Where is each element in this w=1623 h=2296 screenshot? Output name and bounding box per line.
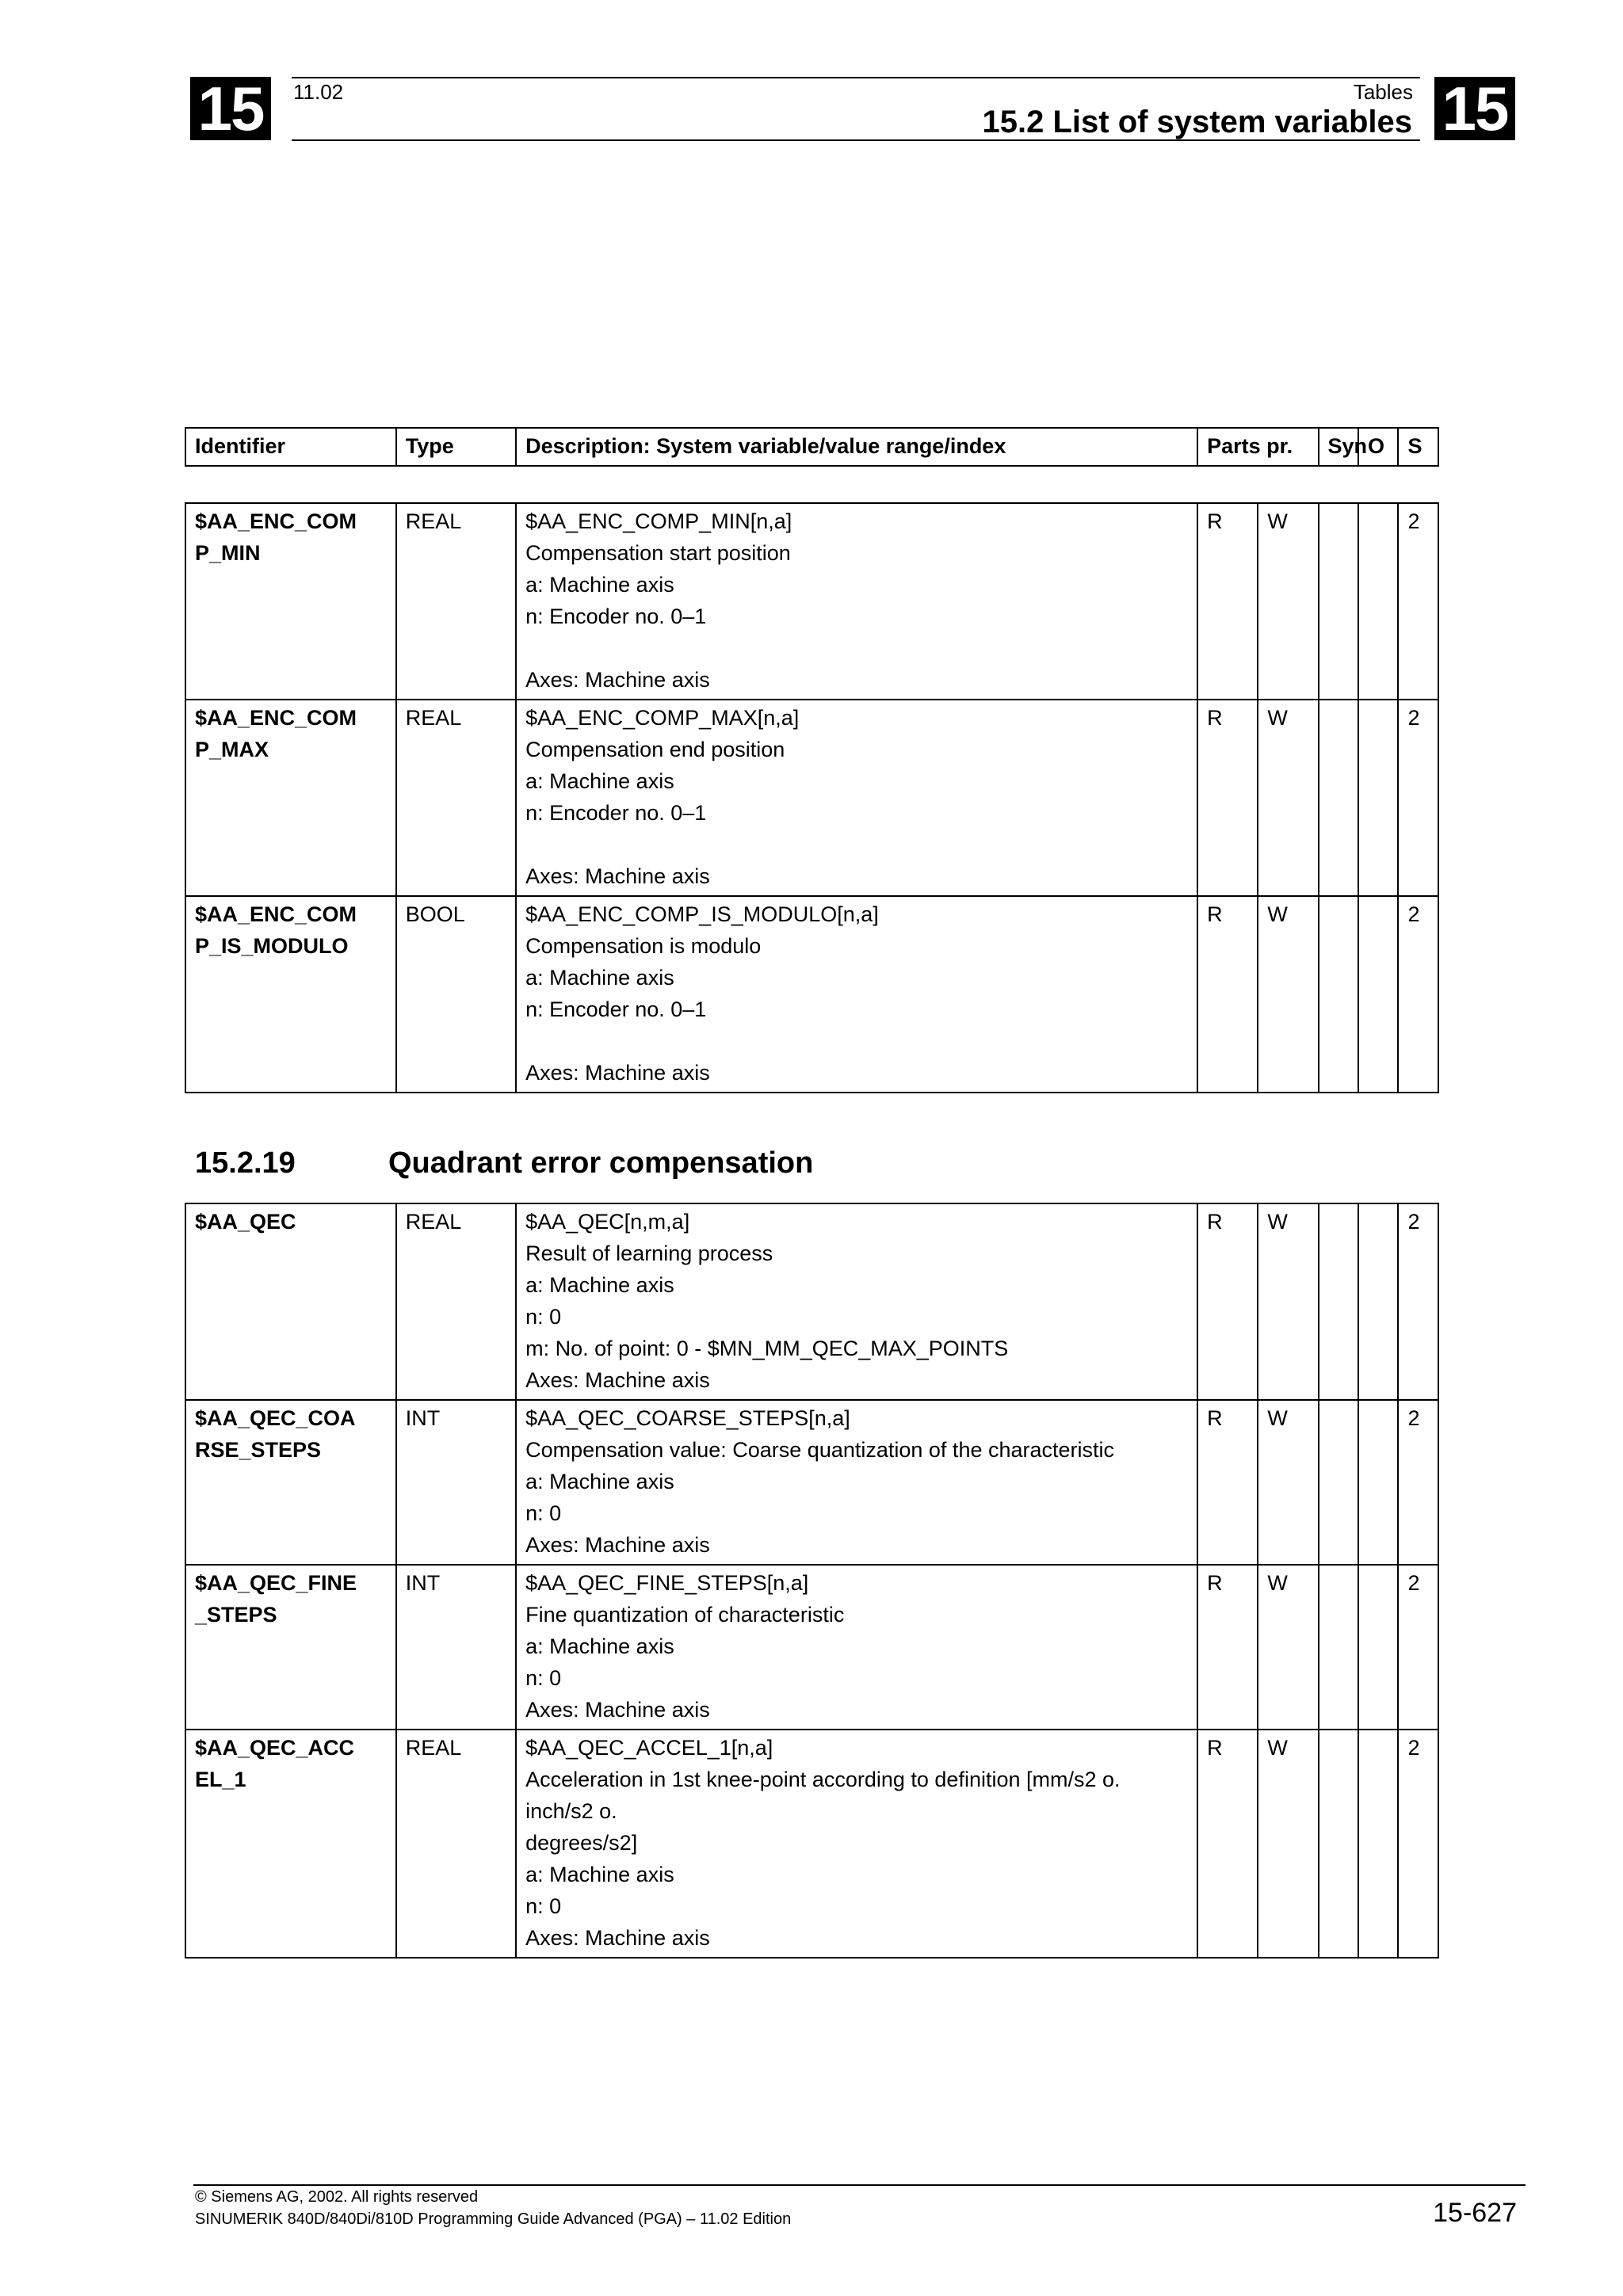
- table-row: [185, 700, 1438, 896]
- identifier-part: $AA_ENC_COM: [195, 706, 357, 730]
- col-s: S: [1398, 428, 1438, 466]
- identifier-cell: [185, 896, 396, 1093]
- col-description: Description: System variable/value range/index: [516, 428, 1197, 466]
- table-row: [185, 1565, 1438, 1730]
- write-cell: W: [1258, 1565, 1318, 1730]
- col-parts-pr: Parts pr.: [1197, 428, 1318, 466]
- column-header-row: [185, 428, 1438, 466]
- description-cell: [516, 1400, 1197, 1565]
- description-line: Axes: Machine axis: [525, 668, 710, 692]
- s-cell: 2: [1398, 503, 1438, 700]
- read-cell: R: [1197, 1730, 1258, 1958]
- description-line: Compensation is modulo: [525, 934, 762, 958]
- description-cell: [516, 1730, 1197, 1958]
- syn-cell: [1319, 1730, 1358, 1958]
- o-cell: [1358, 896, 1398, 1093]
- description-line: inch/s2 o.: [525, 1799, 617, 1823]
- page-number: 15-627: [1433, 2198, 1517, 2228]
- description-line: n: 0: [525, 1305, 562, 1329]
- identifier-cell: [185, 1730, 396, 1958]
- footer-copyright: © Siemens AG, 2002. All rights reserved: [195, 2188, 479, 2206]
- s-cell: 2: [1398, 1400, 1438, 1565]
- type-cell: REAL: [396, 1730, 516, 1958]
- description-line: Axes: Machine axis: [525, 1061, 710, 1085]
- read-cell: R: [1197, 1400, 1258, 1565]
- quadrant-error-table: [185, 1203, 1439, 1958]
- s-cell: 2: [1398, 896, 1438, 1093]
- type-cell: INT: [396, 1565, 516, 1730]
- type-cell: BOOL: [396, 896, 516, 1093]
- identifier-part: $AA_QEC_FINE: [195, 1571, 357, 1595]
- syn-cell: [1319, 1565, 1358, 1730]
- o-cell: [1358, 1400, 1398, 1565]
- write-cell: W: [1258, 1203, 1318, 1400]
- identifier-cell: [185, 700, 396, 896]
- col-identifier: Identifier: [185, 428, 396, 466]
- table-row: [185, 503, 1438, 700]
- description-line: a: Machine axis: [525, 1863, 674, 1886]
- identifier-cell: [185, 1203, 396, 1400]
- identifier-part: P_MAX: [195, 738, 269, 761]
- description-line: a: Machine axis: [525, 1273, 674, 1297]
- footer-rule: [193, 2184, 1526, 2186]
- identifier-part: _STEPS: [195, 1603, 277, 1627]
- identifier-part: $AA_ENC_COM: [195, 509, 357, 533]
- description-cell: [516, 1565, 1197, 1730]
- chapter-badge-left: 15: [190, 77, 271, 140]
- syn-cell: [1319, 896, 1358, 1093]
- write-cell: W: [1258, 896, 1318, 1093]
- write-cell: W: [1258, 503, 1318, 700]
- read-cell: R: [1197, 1565, 1258, 1730]
- description-line: Axes: Machine axis: [525, 1533, 710, 1557]
- identifier-part: $AA_QEC_ACC: [195, 1736, 355, 1760]
- read-cell: R: [1197, 503, 1258, 700]
- write-cell: W: [1258, 1400, 1318, 1565]
- read-cell: R: [1197, 1203, 1258, 1400]
- description-line: a: Machine axis: [525, 1634, 674, 1658]
- description-cell: [516, 503, 1197, 700]
- description-cell: [516, 896, 1197, 1093]
- description-line: n: 0: [525, 1501, 562, 1525]
- s-cell: 2: [1398, 1203, 1438, 1400]
- s-cell: 2: [1398, 1565, 1438, 1730]
- description-line: a: Machine axis: [525, 966, 674, 990]
- description-cell: [516, 1203, 1197, 1400]
- description-line: Result of learning process: [525, 1241, 773, 1265]
- description-line: Axes: Machine axis: [525, 864, 710, 888]
- description-line: m: No. of point: 0 - $MN_MM_QEC_MAX_POINTS: [525, 1337, 1009, 1360]
- description-line: Compensation start position: [525, 541, 791, 565]
- write-cell: W: [1258, 700, 1318, 896]
- s-cell: 2: [1398, 700, 1438, 896]
- description-line: a: Machine axis: [525, 769, 674, 793]
- col-o: O: [1358, 428, 1398, 466]
- identifier-cell: [185, 503, 396, 700]
- column-header-table: [185, 427, 1439, 467]
- description-line: n: 0: [525, 1666, 562, 1690]
- syn-cell: [1319, 503, 1358, 700]
- encoder-compensation-table: [185, 502, 1439, 1093]
- description-line: $AA_QEC_FINE_STEPS[n,a]: [525, 1571, 809, 1595]
- o-cell: [1358, 503, 1398, 700]
- header-rule-top: [292, 77, 1420, 78]
- description-line: $AA_ENC_COMP_MIN[n,a]: [525, 509, 792, 533]
- description-line: degrees/s2]: [525, 1831, 638, 1855]
- description-line: Axes: Machine axis: [525, 1698, 710, 1722]
- description-line: n: 0: [525, 1894, 562, 1918]
- description-line: Acceleration in 1st knee-point according to definition [mm/s2 o.: [525, 1768, 1121, 1791]
- identifier-part: $AA_QEC_COA: [195, 1406, 356, 1430]
- description-line: $AA_QEC_ACCEL_1[n,a]: [525, 1736, 773, 1760]
- type-cell: REAL: [396, 700, 516, 896]
- description-line: Axes: Machine axis: [525, 1926, 710, 1950]
- o-cell: [1358, 1730, 1398, 1958]
- table-row: [185, 1400, 1438, 1565]
- read-cell: R: [1197, 896, 1258, 1093]
- header-date: 11.02: [293, 80, 344, 104]
- section-title: Quadrant error compensation: [388, 1146, 814, 1180]
- identifier-cell: [185, 1565, 396, 1730]
- table-row: [185, 896, 1438, 1093]
- description-line: n: Encoder no. 0–1: [525, 605, 707, 628]
- description-line: a: Machine axis: [525, 573, 674, 597]
- description-line: n: Encoder no. 0–1: [525, 801, 707, 825]
- description-line: n: Encoder no. 0–1: [525, 997, 707, 1021]
- blank-line: [525, 1025, 1189, 1057]
- identifier-cell: [185, 1400, 396, 1565]
- col-syn: Syn: [1319, 428, 1358, 466]
- table-row: [185, 1730, 1438, 1958]
- identifier-part: EL_1: [195, 1768, 246, 1791]
- identifier-part: RSE_STEPS: [195, 1438, 322, 1462]
- write-cell: W: [1258, 1730, 1318, 1958]
- o-cell: [1358, 1203, 1398, 1400]
- description-line: Compensation end position: [525, 738, 785, 761]
- footer-guide-title: SINUMERIK 840D/840Di/810D Programming Guide Advanced (PGA) – 11.02 Edition: [195, 2210, 792, 2228]
- identifier-part: P_MIN: [195, 541, 261, 565]
- description-line: a: Machine axis: [525, 1470, 674, 1493]
- description-line: Compensation value: Coarse quantization of the characteristic: [525, 1438, 1115, 1462]
- o-cell: [1358, 1565, 1398, 1730]
- description-cell: [516, 700, 1197, 896]
- chapter-badge-right: 15: [1434, 77, 1515, 140]
- type-cell: REAL: [396, 1203, 516, 1400]
- description-line: $AA_ENC_COMP_MAX[n,a]: [525, 706, 800, 730]
- description-line: Fine quantization of characteristic: [525, 1603, 845, 1627]
- description-line: $AA_QEC_COARSE_STEPS[n,a]: [525, 1406, 850, 1430]
- identifier-part: $AA_ENC_COM: [195, 902, 357, 926]
- description-line: $AA_ENC_COMP_IS_MODULO[n,a]: [525, 902, 879, 926]
- syn-cell: [1319, 1400, 1358, 1565]
- description-line: $AA_QEC[n,m,a]: [525, 1210, 690, 1234]
- identifier-part: $AA_QEC: [195, 1210, 296, 1234]
- syn-cell: [1319, 700, 1358, 896]
- type-cell: INT: [396, 1400, 516, 1565]
- blank-line: [525, 829, 1189, 860]
- blank-line: [525, 632, 1189, 664]
- identifier-part: P_IS_MODULO: [195, 934, 349, 958]
- read-cell: R: [1197, 700, 1258, 896]
- section-number: 15.2.19: [195, 1146, 296, 1180]
- description-line: Axes: Machine axis: [525, 1368, 710, 1392]
- col-type: Type: [396, 428, 516, 466]
- page-title: 15.2 List of system variables: [982, 105, 1412, 139]
- o-cell: [1358, 700, 1398, 896]
- table-row: [185, 1203, 1438, 1400]
- header-section-label: Tables: [1353, 80, 1413, 104]
- type-cell: REAL: [396, 503, 516, 700]
- s-cell: 2: [1398, 1730, 1438, 1958]
- syn-cell: [1319, 1203, 1358, 1400]
